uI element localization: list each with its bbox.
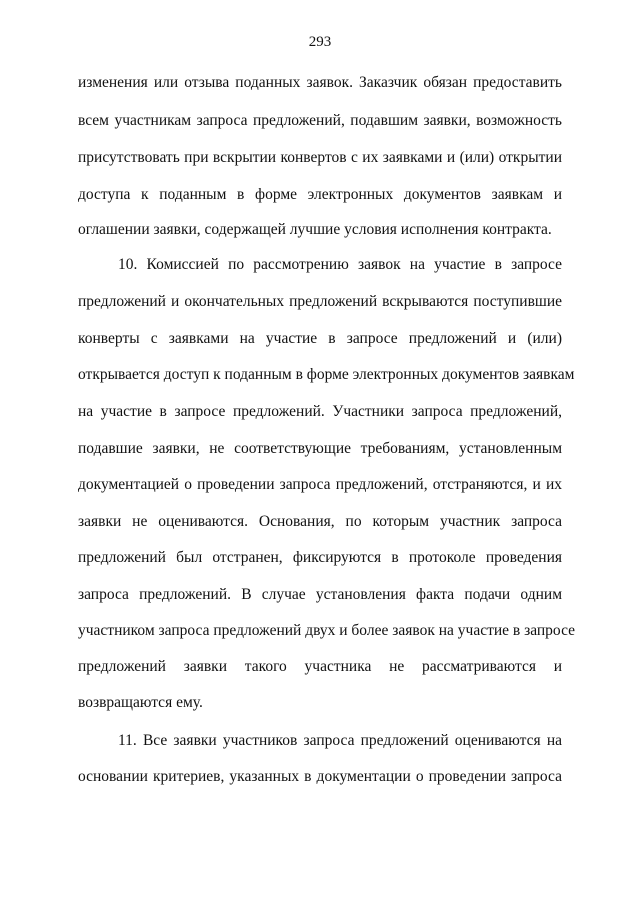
text-line: присутствовать при вскрытии конвертов с их заявками и (или) открытии — [78, 149, 562, 166]
text-line: основании критериев, указанных в документации о проведении запроса — [78, 768, 562, 785]
text-line: доступа к поданным в форме электронных документов заявкам и — [78, 186, 562, 203]
text-line: возвращаются ему. — [78, 694, 203, 711]
text-line: оглашении заявки, содержащей лучшие условия исполнения контракта. — [78, 221, 552, 238]
text-line: предложений и окончательных предложений вскрываются поступившие — [78, 293, 562, 310]
text-line: открывается доступ к поданным в форме электронных документов заявкам — [78, 366, 575, 383]
text-line: предложений заявки такого участника не рассматриваются и — [78, 658, 562, 675]
text-line: заявки не оцениваются. Основания, по которым участник запроса — [78, 513, 562, 530]
text-line: изменения или отзыва поданных заявок. Заказчик обязан предоставить — [78, 74, 562, 91]
text-line: документацией о проведении запроса предложений, отстраняются, и их — [78, 476, 562, 493]
text-line: конверты с заявками на участие в запросе предложений и (или) — [78, 330, 562, 347]
text-line: участником запроса предложений двух и более заявок на участие в запросе — [78, 622, 576, 639]
text-line: 10. Комиссией по рассмотрению заявок на участие в запросе — [118, 256, 562, 273]
text-line: запроса предложений. В случае установления факта подачи одним — [78, 586, 562, 603]
text-line: на участие в запросе предложений. Участники запроса предложений, — [78, 403, 562, 420]
text-line: 11. Все заявки участников запроса предложений оцениваются на — [118, 732, 562, 749]
text-line: предложений был отстранен, фиксируются в протоколе проведения — [78, 549, 562, 566]
page-number: 293 — [308, 34, 332, 50]
text-line: подавшие заявки, не соответствующие требованиям, установленным — [78, 440, 562, 457]
text-line: всем участникам запроса предложений, подавшим заявки, возможность — [78, 112, 562, 129]
